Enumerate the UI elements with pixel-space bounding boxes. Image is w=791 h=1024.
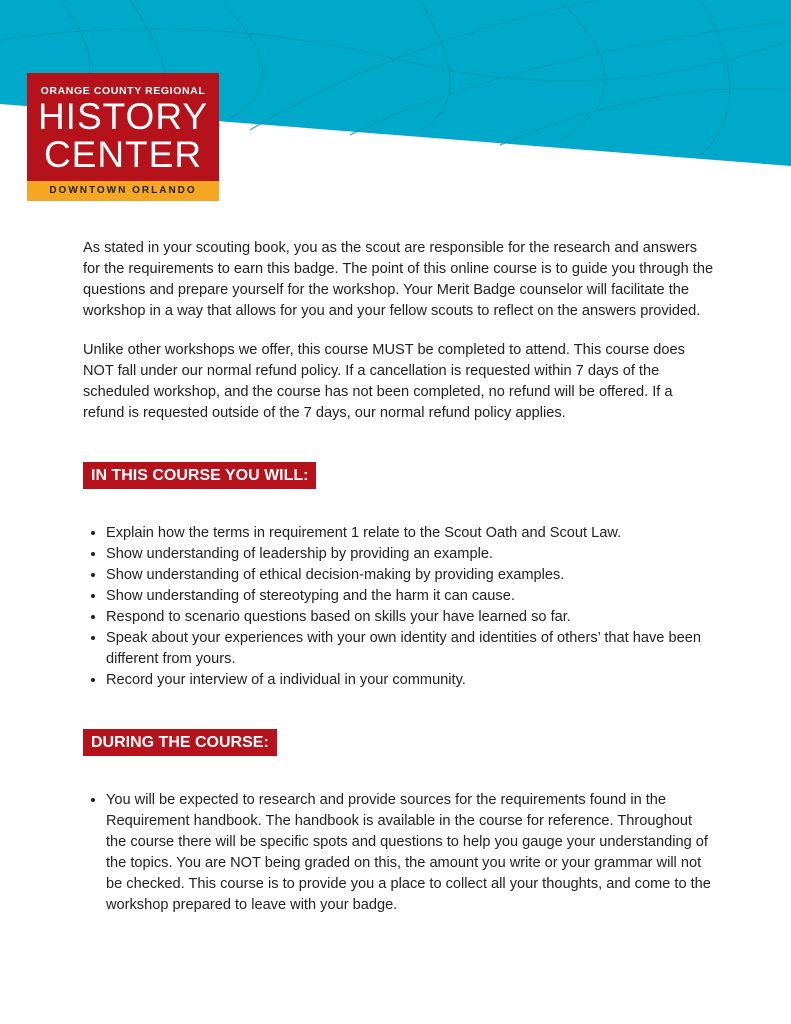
logo-line4: DOWNTOWN ORLANDO: [27, 181, 219, 201]
logo-line2: HISTORY: [37, 96, 209, 137]
policy-paragraph: Unlike other workshops we offer, this course MUST be completed to attend. This course does NOT fall under our normal refund policy. If a cancellation is requested within 7 days of the scheduled workshop, and the course has not been completed, no refund will be offered. If a refund is requested outside of the 7 days, our normal refund policy applies.: [83, 342, 685, 421]
list-item: • Show understanding of leadership by providing an example.: [106, 544, 715, 565]
section-heading: IN THIS COURSE YOU WILL:: [83, 462, 316, 489]
list-item: • Respond to scenario questions based on skills your have learned so far.: [106, 607, 715, 628]
list-item: • Speak about your experiences with your own identity and identities of others’ that have been different from yours.: [106, 628, 715, 670]
list-item: • You will be expected to research and provide sources for the requirements found in the Requirement handbook. The handbook is available in the course for reference. Throughout the course there will be specific spots and questions to help you gauge your understanding of the topics. You are NOT being graded on this, the amount you write or your grammar will not be checked. This course is to provide you a place to collect all your thoughts, and come to the workshop prepared to leave with your badge.: [106, 790, 715, 916]
list-item: • Record your interview of a individual in your community.: [106, 670, 715, 691]
logo-line3: CENTER: [43, 134, 203, 175]
list-item: • Show understanding of ethical decision-making by providing examples.: [106, 565, 715, 586]
course-list: [83, 523, 715, 691]
intro-paragraph: As stated in your scouting book, you as the scout are responsible for the research and answers for the requirements to earn this badge. The point of this online course is to guide you through the questions and prepare yourself for the workshop. Your Merit Badge counselor will facilitate the workshop in a way that allows for you and your fellow scouts to reflect on the answers provided.: [83, 240, 714, 319]
list-item: • Explain how the terms in requirement 1 relate to the Scout Oath and Scout Law.: [106, 523, 715, 544]
section-heading: DURING THE COURSE:: [83, 729, 277, 756]
document-body: [83, 238, 715, 934]
history-center-logo: [27, 73, 219, 201]
logo-line1: ORANGE COUNTY REGIONAL: [40, 85, 206, 97]
list-item: • Show understanding of stereotyping and the harm it can cause.: [106, 586, 715, 607]
during-course-list: [83, 790, 715, 916]
